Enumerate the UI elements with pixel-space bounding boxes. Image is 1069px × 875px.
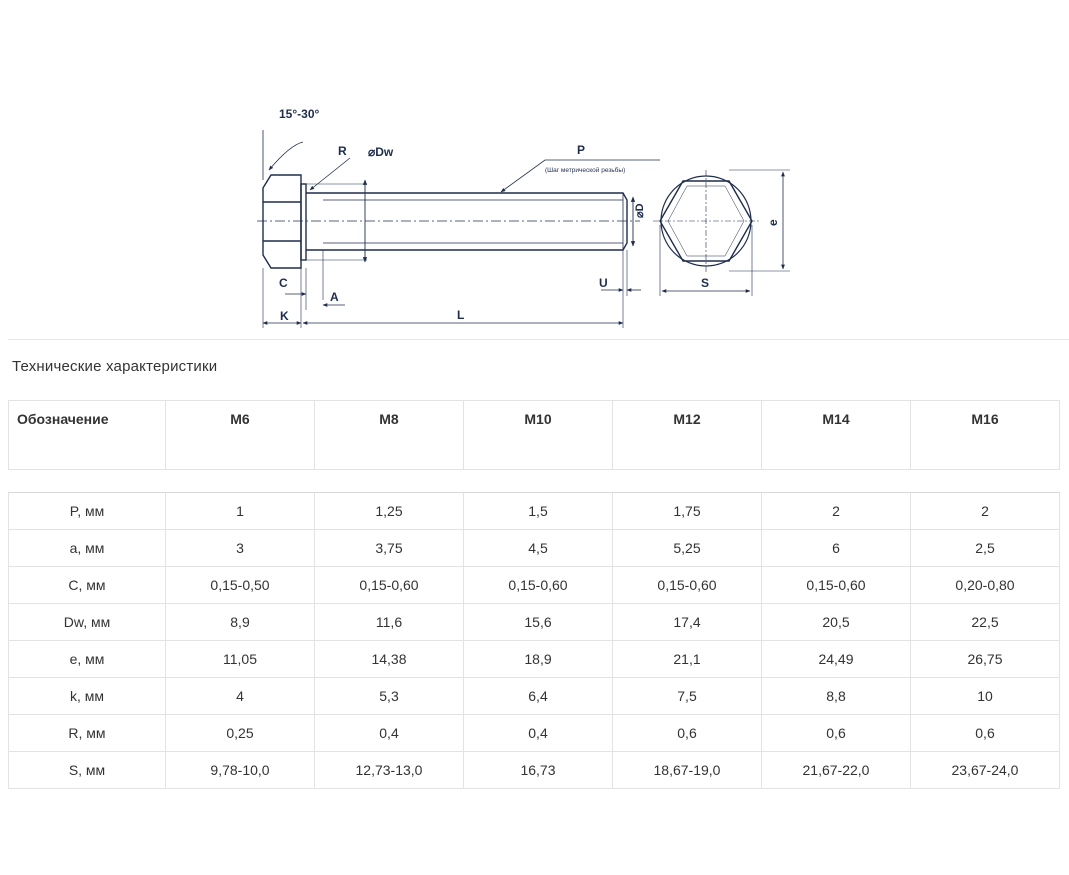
row-label-cell: S, мм: [9, 752, 166, 789]
value-cell: 21,1: [613, 641, 762, 678]
table-row: [9, 604, 1060, 641]
value-cell: 0,20-0,80: [911, 567, 1060, 604]
angle-label: 15°-30°: [279, 107, 320, 121]
a-label: A: [330, 290, 339, 304]
dw-label: ⌀Dw: [368, 145, 394, 159]
row-label-cell: e, мм: [9, 641, 166, 678]
table-header-row: [9, 401, 1060, 470]
table-row: [9, 678, 1060, 715]
row-label-cell: Dw, мм: [9, 604, 166, 641]
e-label: e: [766, 219, 780, 226]
value-cell: 5,25: [613, 530, 762, 567]
value-cell: 9,78-10,0: [166, 752, 315, 789]
value-cell: 4,5: [464, 530, 613, 567]
value-cell: 0,25: [166, 715, 315, 752]
header-cell: Обозначение: [9, 401, 166, 470]
value-cell: 15,6: [464, 604, 613, 641]
l-label: L: [457, 308, 465, 322]
value-cell: 3,75: [315, 530, 464, 567]
washer-face: [301, 184, 306, 260]
value-cell: 2: [762, 493, 911, 530]
s-label: S: [701, 276, 710, 290]
header-cell: M6: [166, 401, 315, 470]
value-cell: 3: [166, 530, 315, 567]
value-cell: 1,5: [464, 493, 613, 530]
value-cell: 24,49: [762, 641, 911, 678]
table-row: [9, 641, 1060, 678]
value-cell: 0,15-0,50: [166, 567, 315, 604]
r-label: R: [338, 144, 347, 158]
header-cell: M14: [762, 401, 911, 470]
table-row: [9, 493, 1060, 530]
value-cell: 0,6: [613, 715, 762, 752]
value-cell: 0,15-0,60: [315, 567, 464, 604]
value-cell: 0,4: [315, 715, 464, 752]
row-label-cell: k, мм: [9, 678, 166, 715]
u-label: U: [599, 276, 608, 290]
bolt-technical-drawing: [255, 100, 795, 335]
value-cell: 20,5: [762, 604, 911, 641]
value-cell: 6: [762, 530, 911, 567]
value-cell: 7,5: [613, 678, 762, 715]
row-label-cell: P, мм: [9, 493, 166, 530]
table-body: [9, 493, 1060, 789]
p-label: P: [577, 143, 586, 157]
value-cell: 0,15-0,60: [464, 567, 613, 604]
section-divider: [8, 339, 1069, 340]
value-cell: 26,75: [911, 641, 1060, 678]
value-cell: 10: [911, 678, 1060, 715]
c-label: C: [279, 276, 288, 290]
table-row: [9, 567, 1060, 604]
value-cell: 22,5: [911, 604, 1060, 641]
value-cell: 8,9: [166, 604, 315, 641]
header-spacer: [9, 470, 1060, 493]
value-cell: 8,8: [762, 678, 911, 715]
value-cell: 1: [166, 493, 315, 530]
value-cell: 0,15-0,60: [613, 567, 762, 604]
value-cell: 0,15-0,60: [762, 567, 911, 604]
row-label-cell: R, мм: [9, 715, 166, 752]
value-cell: 1,25: [315, 493, 464, 530]
value-cell: 2: [911, 493, 1060, 530]
value-cell: 18,67-19,0: [613, 752, 762, 789]
spec-table: [8, 400, 1060, 789]
table-row: [9, 530, 1060, 567]
bolt-shank: [306, 193, 627, 250]
section-title: Технические характеристики: [12, 358, 218, 375]
value-cell: 23,67-24,0: [911, 752, 1060, 789]
value-cell: 17,4: [613, 604, 762, 641]
value-cell: 5,3: [315, 678, 464, 715]
value-cell: 11,05: [166, 641, 315, 678]
value-cell: 21,67-22,0: [762, 752, 911, 789]
table-row: [9, 752, 1060, 789]
k-label: K: [280, 309, 289, 323]
header-cell: M10: [464, 401, 613, 470]
bolt-drawing-svg: [255, 100, 795, 335]
value-cell: 2,5: [911, 530, 1060, 567]
row-label-cell: a, мм: [9, 530, 166, 567]
bolt-head: [263, 175, 301, 268]
value-cell: 18,9: [464, 641, 613, 678]
header-cell: M8: [315, 401, 464, 470]
value-cell: 6,4: [464, 678, 613, 715]
value-cell: 12,73-13,0: [315, 752, 464, 789]
header-cell: M16: [911, 401, 1060, 470]
value-cell: 0,6: [911, 715, 1060, 752]
d-label: ⌀D: [634, 203, 646, 218]
p-note-label: (Шаг метрической резьбы): [545, 167, 626, 174]
value-cell: 14,38: [315, 641, 464, 678]
table-row: [9, 715, 1060, 752]
value-cell: 11,6: [315, 604, 464, 641]
value-cell: 1,75: [613, 493, 762, 530]
row-label-cell: C, мм: [9, 567, 166, 604]
value-cell: 4: [166, 678, 315, 715]
value-cell: 0,4: [464, 715, 613, 752]
value-cell: 0,6: [762, 715, 911, 752]
value-cell: 16,73: [464, 752, 613, 789]
header-cell: M12: [613, 401, 762, 470]
